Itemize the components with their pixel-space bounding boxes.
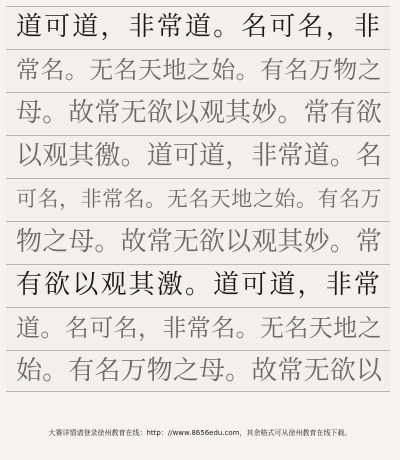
practice-text-2: 常名。无名天地之始。有名万物之 (16, 56, 382, 84)
practice-text-8: 道。名可名，非常名。无名天地之 (16, 314, 382, 342)
practice-text-9: 始。有名万物之母。故常无欲以 (16, 356, 383, 386)
practice-line-8 (16, 307, 382, 349)
practice-line-4 (16, 135, 382, 177)
practice-line-5 (16, 178, 382, 220)
practice-text-4: 以观其徼。道可道，非常道。名 (16, 141, 383, 171)
rule-line (6, 391, 390, 392)
practice-text-7: 有欲以观其激。道可道，非常 (16, 270, 383, 300)
practice-line-1 (16, 6, 382, 48)
practice-line-2 (16, 49, 382, 91)
handwriting-sheet (6, 6, 390, 392)
practice-line-3 (16, 92, 382, 134)
practice-text-1: 道可道，非常道。名可名，非 (16, 12, 383, 42)
practice-text-5: 可名，非常名。无名天地之始。有名万 (16, 187, 382, 211)
practice-line-9 (16, 350, 382, 392)
footer-note (0, 426, 400, 440)
footer-text: 大赛详情请登录徐州教育在线：http：//www.8656edu.com，其余格式可从徐州教育在线下载。 (48, 429, 352, 437)
practice-line-7 (16, 264, 382, 306)
practice-line-6 (16, 221, 382, 263)
practice-text-6: 物之母。故常无欲以观其妙。常 (16, 227, 383, 257)
practice-text-3: 母。故常无欲以观其妙。常有欲 (16, 98, 383, 128)
